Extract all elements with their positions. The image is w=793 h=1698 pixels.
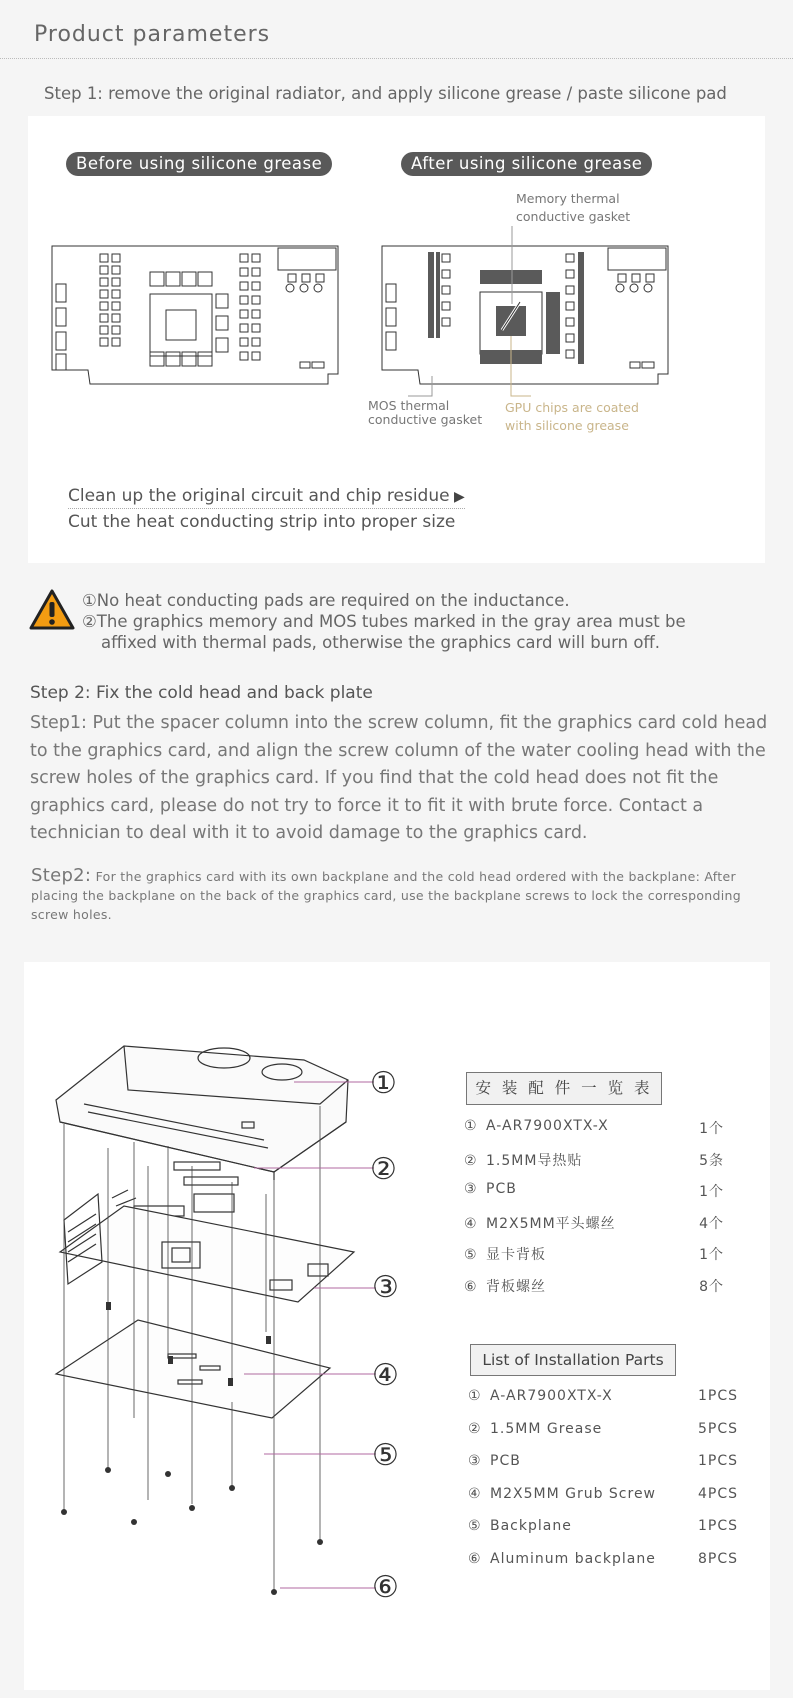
list-item: ③ PCB 1PCS [468,1453,738,1469]
page-title: Product parameters [34,22,271,47]
list-item: ③ PCB 1个 [464,1181,724,1200]
callout-6: ⑥ [372,1570,399,1605]
gpu-grease-note: GPU chips are coated with silicone grease [505,400,639,433]
annotation-lines [368,226,668,426]
callout-1: ① [370,1066,397,1101]
step2-body: Step1: Put the spacer column into the screw column, fit the graphics card cold head to the graphics card, and align the screw column of the water cooling head with the screw holes of the graphics card. If you find that the cold head does not fit the graphics card, please do not try to force it to fit it with brute force. Contact a technician to deal with it to avoid damage to the graphics card. [30,713,768,843]
list-item: ⑤ Backplane 1PCS [468,1518,738,1534]
title-divider [0,58,793,59]
warning-text: ①No heat conducting pads are required on the inductance. ②The graphics memory and MOS tubes marked in the gray area must be affixed with thermal pads, otherwise the graphics card will burn off. [82,591,686,652]
callout-2: ② [370,1152,397,1187]
cut-instruction: Cut the heat conducting strip into proper size [68,512,456,532]
step2-sub: Step2: For the graphics card with its own backplane and the cold head ordered with the backplane: After placing the backplane on the back of the graphics card, use the backplane screws to lock the corresponding screw holes. [31,865,741,922]
parts-list-en-title: List of Installation Parts [470,1344,676,1376]
list-item: ⑥ 背板螺丝 8个 [464,1278,724,1295]
before-label: Before using silicone grease [66,152,332,176]
callout-3: ③ [372,1270,399,1305]
step1-heading: Step 1: remove the original radiator, and apply silicone grease / paste silicone pad [44,84,727,103]
list-item: ⑤ 显卡背板 1个 [464,1247,724,1263]
step2-heading: Step 2: Fix the cold head and back plate [30,683,373,703]
play-arrow-icon: ▶ [449,489,465,505]
list-item: ④ M2X5MM Grub Screw 4PCS [468,1485,738,1502]
memory-gasket-note: Memory thermal conductive gasket [516,191,631,224]
step1-panel [28,116,765,563]
list-item: ④ M2X5MM平头螺丝 4个 [464,1215,724,1232]
parts-list-cn-title: 安 装 配 件 一 览 表 [466,1072,662,1105]
parts-list-cn [464,1118,754,1307]
callout-5: ⑤ [372,1438,399,1473]
list-item: ① A-AR7900XTX-X 1个 [464,1118,724,1137]
after-label: After using silicone grease [401,152,652,176]
list-item: ⑥ Aluminum backplane 8PCS [468,1550,738,1567]
warning-icon [28,588,76,632]
clean-instruction: Clean up the original circuit and chip residue ▶ [68,486,465,509]
pcb-before-diagram [50,244,344,394]
list-item: ② 1.5MM Grease 5PCS [468,1420,738,1437]
mos-gasket-note: MOS thermal conductive gasket [368,398,483,427]
callout-4: ④ [372,1358,399,1393]
list-item: ② 1.5MM导热贴 5条 [464,1152,724,1169]
parts-list-en [468,1388,756,1583]
list-item: ① A-AR7900XTX-X 1PCS [468,1388,738,1404]
installation-panel [24,962,770,1690]
